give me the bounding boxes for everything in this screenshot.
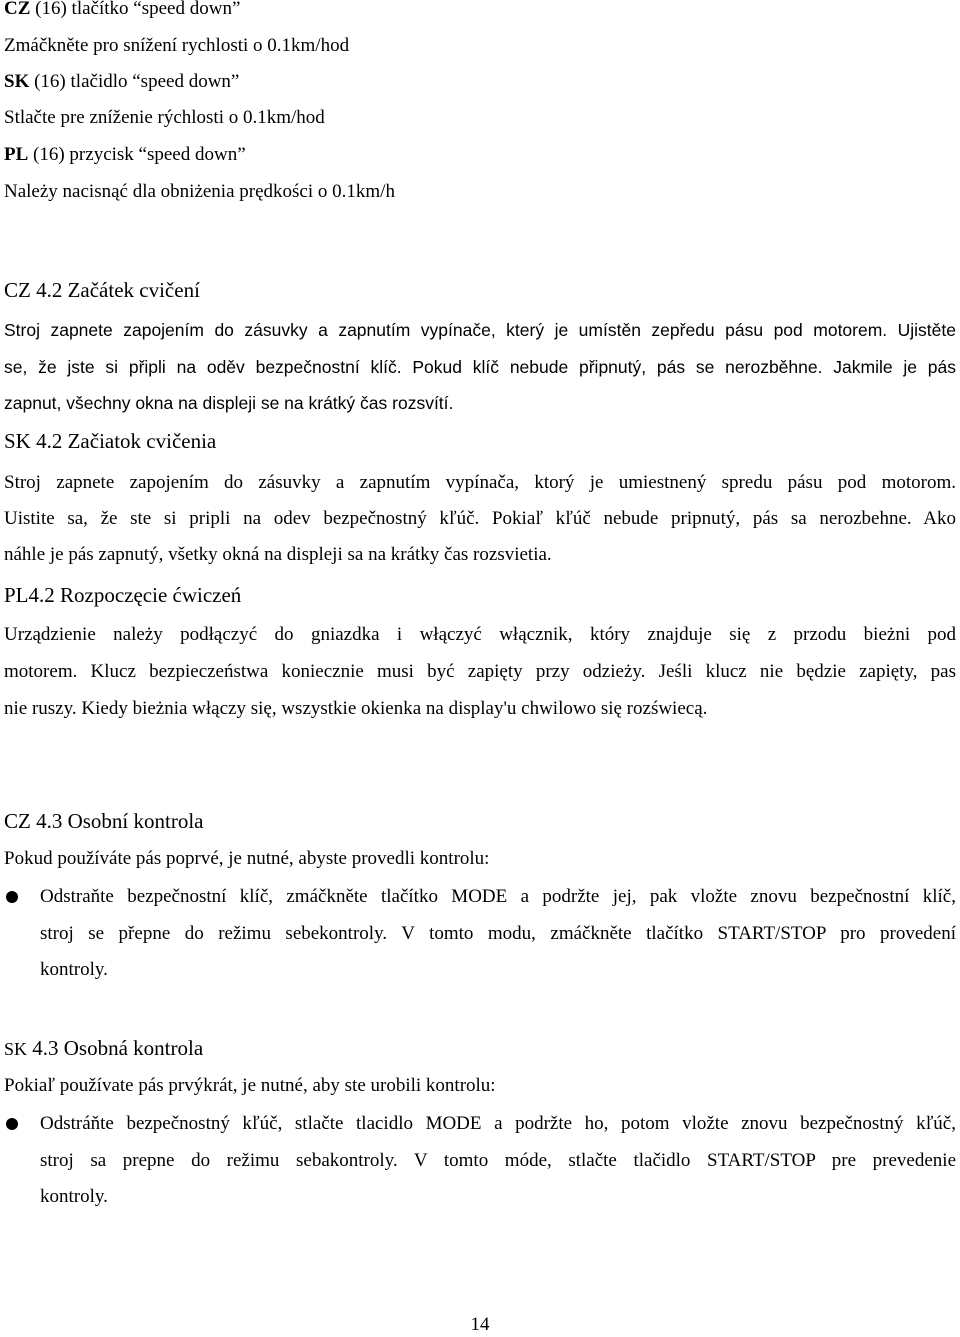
sk-4-2-heading: SK 4.2 Začiatok cvičenia: [4, 429, 217, 453]
sk-speed-down-title: [4, 70, 239, 94]
cz-speed-down-text: Zmáčkněte pro snížení rychlosti o 0.1km/hod: [4, 35, 350, 56]
sk-label: SK: [4, 71, 30, 92]
page-number: 14: [470, 1314, 490, 1335]
pl-4-2-line-1: Urządzienie należy podłączyć do gniazdka i włączyć włącznik, który znajduje się z przodu bieżni pod: [4, 624, 956, 645]
sk-4-3-bullet-line-1: Odstráňte bezpečnostný kľúč, stlačte tlacidlo MODE a podržte ho, potom vložte znovu bezpečnostný kľúč,: [40, 1113, 956, 1134]
sk-title-text: (16) tlačidlo “speed down”: [29, 71, 240, 92]
sk-speed-down-text: Stlačte pre zníženie rýchlosti o 0.1km/hod: [4, 107, 325, 128]
sk-4-2-line-2: Uistite sa, že ste si pripli na odev bezpečnostný kľúč. Pokiaľ kľúč nebude pripnutý, pás sa nerozbehne. Ako: [4, 508, 956, 529]
cz-4-3-bullet-line-1: Odstraňte bezpečnostní klíč, zmáčkněte tlačítko MODE a podržte jej, pak vložte znovu bezpečnostní klíč,: [40, 886, 956, 907]
cz-label: CZ: [4, 0, 31, 19]
sk-4-2-line-1: Stroj zapnete zapojením do zásuvky a zapnutím vypínača, ktorý je umiestnený spredu pásu pod motorom.: [4, 472, 956, 493]
sk-4-3-intro: Pokiaľ používate pás prvýkrát, je nutné, aby ste urobili kontrolu:: [4, 1075, 496, 1096]
pl-4-2-line-2: motorem. Klucz bezpieczeństwa koniecznie musi być zapięty przy odzieży. Jeśli klucz nie będzie zapięty, pas: [4, 661, 956, 682]
cz-4-2-line-2: se, že jste si připli na oděv bezpečnostní klíč. Pokud klíč nebude připnutý, pás se nerozběhne. Jakmile je pás: [4, 357, 956, 377]
sk-4-3-heading-text: 4.3 Osobná kontrola: [27, 1036, 204, 1060]
pl-4-2-line-3: nie ruszy. Kiedy bieżnia włączy się, wszystkie okienka na display'u chwilowo się rozświecą.: [4, 698, 708, 719]
sk-4-3-heading: [4, 1034, 203, 1063]
sk-bullet-dot-icon: [6, 1118, 18, 1130]
sk-4-2-line-3: náhle je pás zapnutý, všetky okná na displeji sa na krátky čas rozsvietia.: [4, 544, 552, 565]
sk-4-3-bullet-line-3: kontroly.: [40, 1186, 108, 1207]
cz-4-3-bullet-line-3: kontroly.: [40, 959, 108, 980]
cz-title-text: (16) tlačítko “speed down”: [30, 0, 241, 19]
cz-4-2-line-3: zapnut, všechny okna na displeji se na krátký čas rozsvítí.: [4, 393, 454, 413]
cz-bullet-dot-icon: [6, 891, 18, 903]
cz-4-3-intro: Pokud používáte pás poprvé, je nutné, abyste provedli kontrolu:: [4, 848, 490, 869]
pl-4-2-heading: PL4.2 Rozpoczęcie ćwiczeń: [4, 583, 242, 607]
cz-4-3-heading: CZ 4.3 Osobní kontrola: [4, 809, 204, 833]
sk-4-3-bullet-line-2: stroj sa prepne do režimu sebakontroly. V tomto móde, stlačte tlačidlo START/STOP pre prevedenie: [40, 1150, 956, 1171]
cz-4-2-heading: CZ 4.2 Začátek cvičení: [4, 278, 200, 302]
pl-speed-down-text: Należy nacisnąć dla obniżenia prędkości o 0.1km/h: [4, 181, 395, 202]
pl-label: PL: [4, 144, 29, 165]
sk-4-3-label: SK: [4, 1039, 28, 1059]
cz-4-3-bullet-line-2: stroj se přepne do režimu sebekontroly. V tomto modu, zmáčkněte tlačítko START/STOP pro provedení: [40, 923, 956, 944]
pl-speed-down-title: [4, 143, 246, 167]
pl-title-text: (16) przycisk “speed down”: [28, 144, 246, 165]
cz-4-2-line-1: Stroj zapnete zapojením do zásuvky a zapnutím vypínače, který je umístěn zepředu pásu pod motorem. Ujistěte: [4, 320, 956, 340]
cz-speed-down-title: [4, 0, 240, 21]
